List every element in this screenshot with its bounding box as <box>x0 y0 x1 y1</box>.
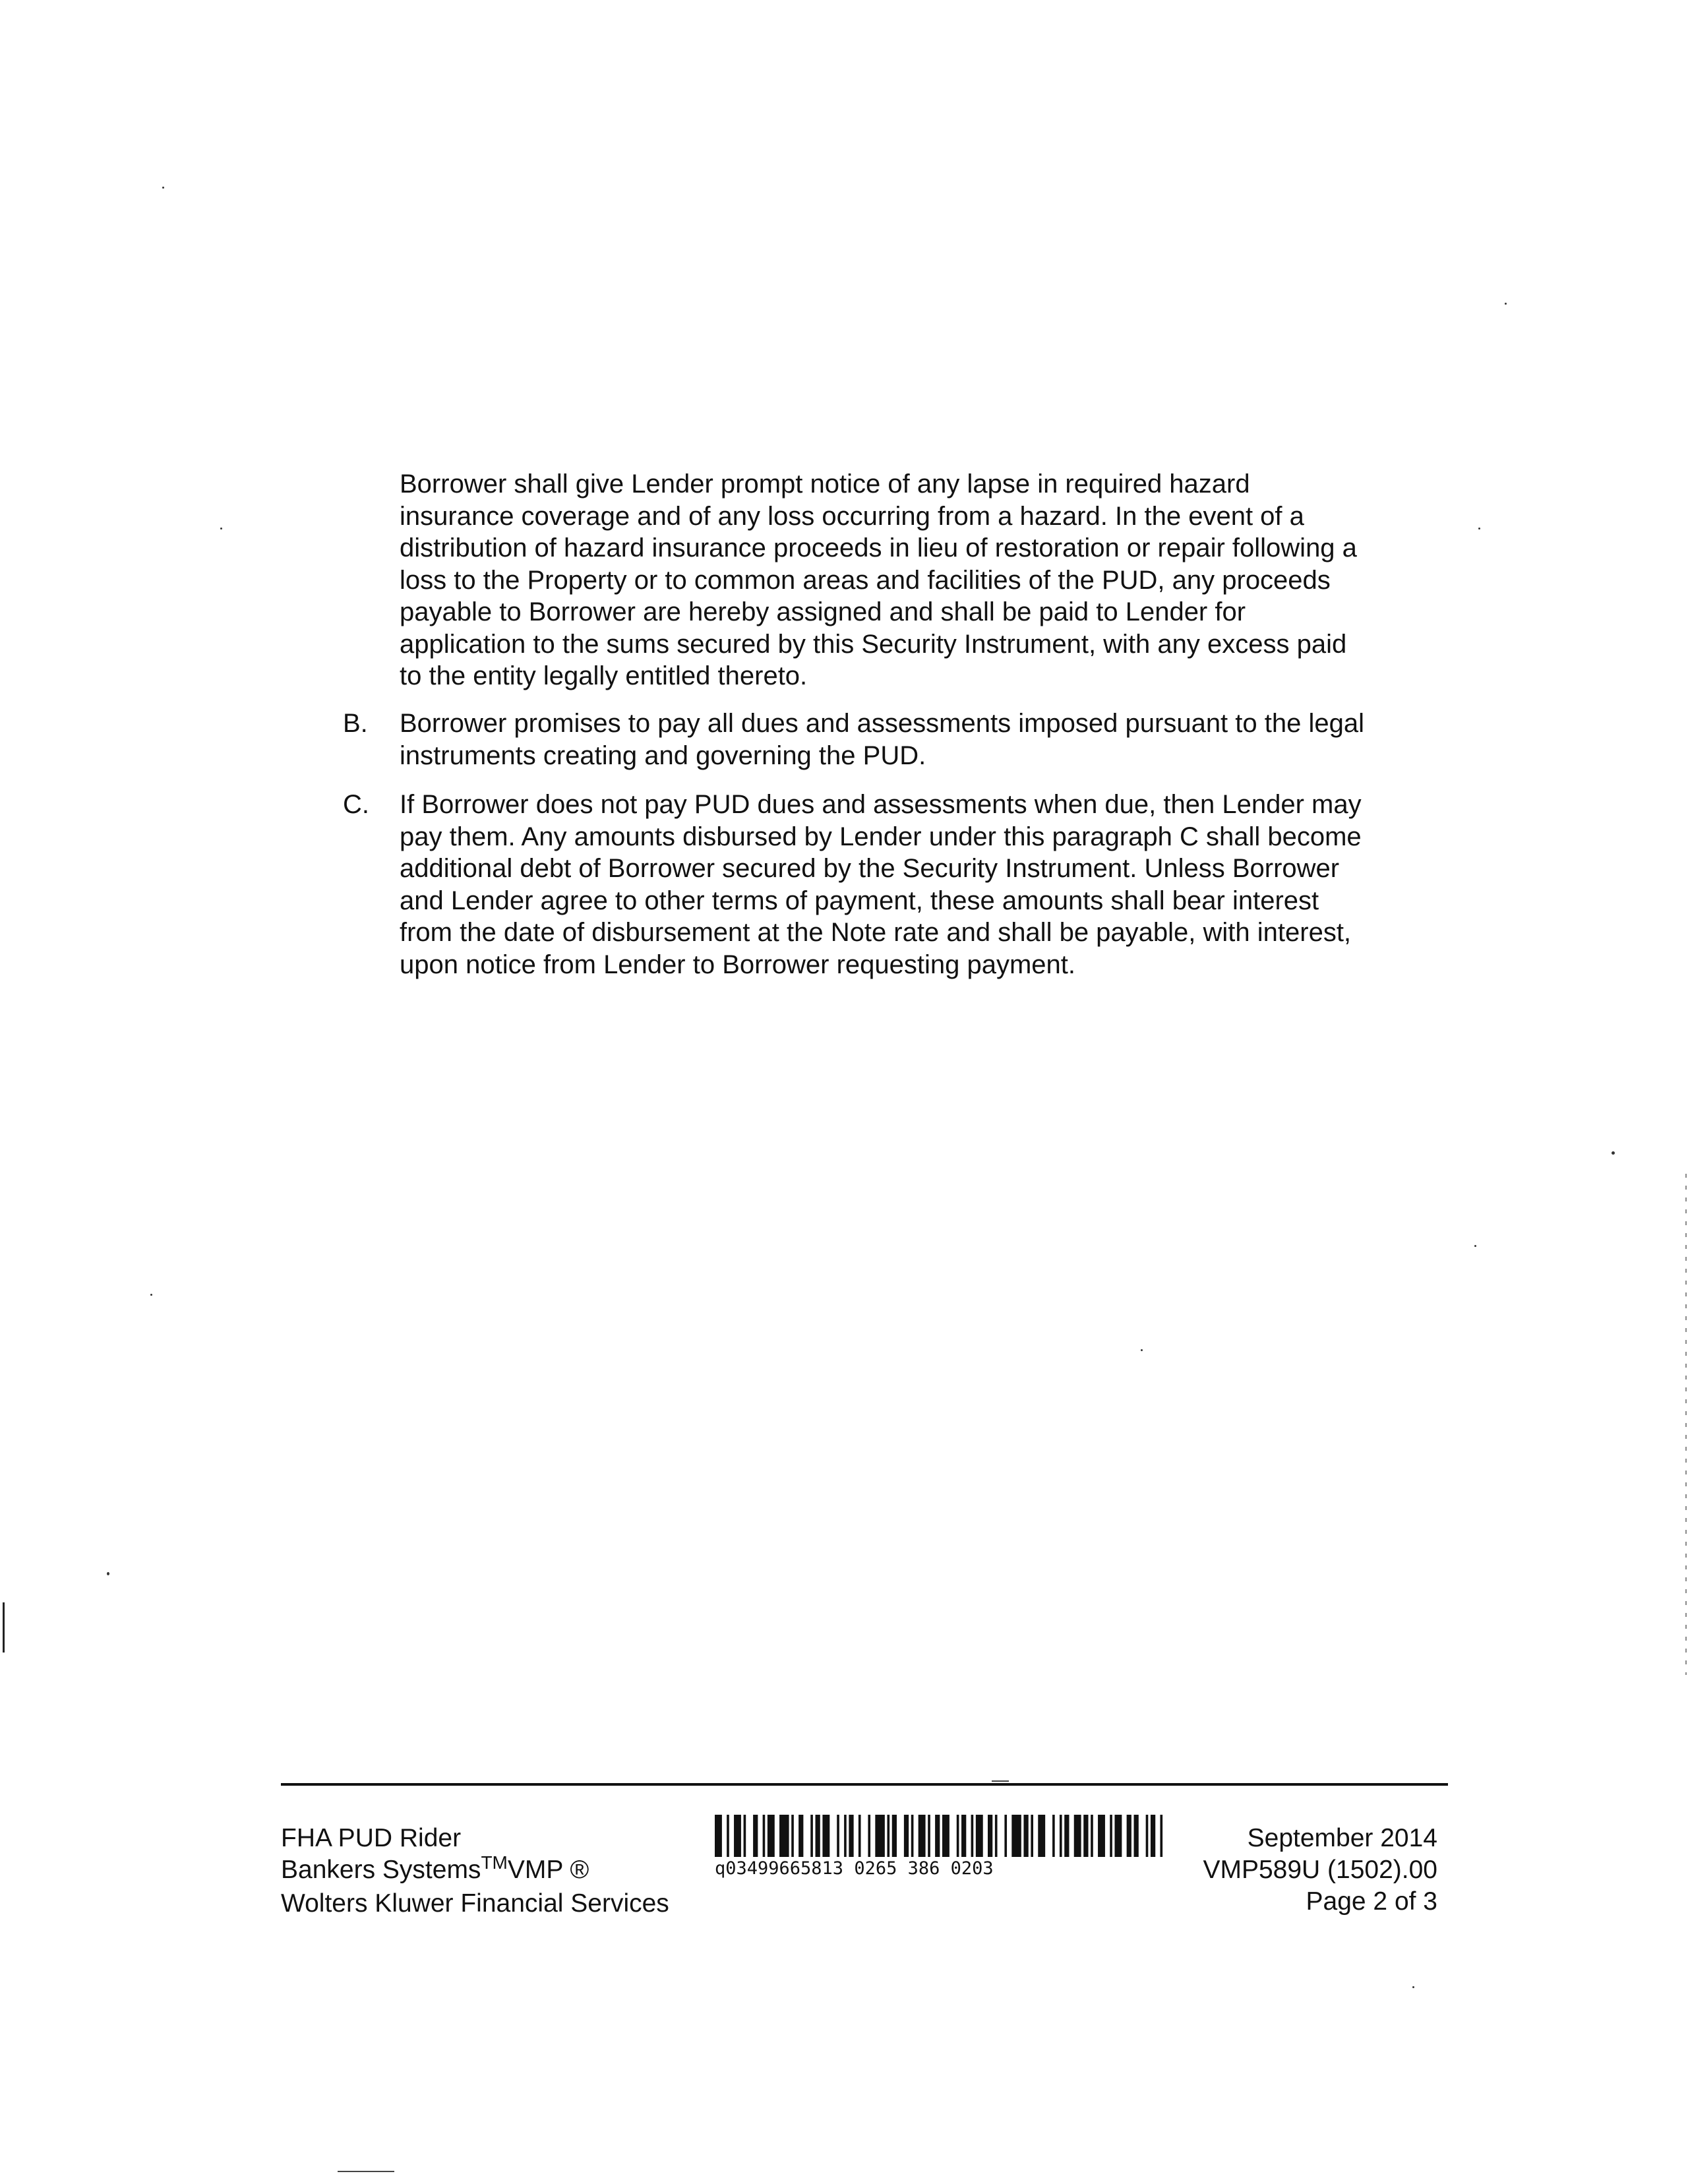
barcode-bar <box>957 1815 959 1857</box>
scan-edge-mark <box>338 2171 394 2172</box>
barcode-bar <box>1031 1815 1033 1857</box>
list-item-text: Borrower promises to pay all dues and assessments imposed pursuant to the legal instruments creating and governing the PUD. <box>400 709 1364 770</box>
barcode-bar <box>1091 1815 1093 1857</box>
form-code: VMP589U (1502).00 <box>1203 1856 1437 1884</box>
barcode-bar <box>976 1815 983 1857</box>
barcode-bar <box>1023 1815 1028 1857</box>
barcode-image <box>715 1815 1170 1857</box>
barcode-bar <box>1064 1815 1069 1857</box>
scan-speck <box>1141 1349 1143 1351</box>
barcode-bar <box>928 1815 930 1857</box>
footer-left-block <box>281 1823 669 1920</box>
barcode-bar <box>744 1815 746 1857</box>
barcode-bar <box>1114 1815 1122 1857</box>
barcode-bar <box>1004 1815 1007 1857</box>
barcode-bar <box>791 1815 794 1857</box>
scan-speck <box>107 1572 109 1575</box>
scan-speck <box>1474 1245 1476 1247</box>
barcode-bar <box>875 1815 885 1857</box>
barcode-bar <box>837 1815 839 1857</box>
barcode-bar <box>1110 1815 1112 1857</box>
scan-speck <box>1412 1986 1414 1988</box>
barcode-bar <box>904 1815 909 1857</box>
barcode-bar <box>1038 1815 1045 1857</box>
barcode-bar <box>715 1815 722 1857</box>
barcode-bar <box>844 1815 847 1857</box>
barcode-bar <box>961 1815 966 1857</box>
barcode-bar <box>935 1815 940 1857</box>
form-date: September 2014 <box>1247 1824 1437 1852</box>
scan-speck <box>1478 528 1480 530</box>
publisher-name: Wolters Kluwer Financial Services <box>281 1889 669 1918</box>
footer-right-block <box>1203 1823 1437 1918</box>
barcode-bar <box>911 1815 914 1857</box>
list-item-letter: C. <box>343 790 369 819</box>
barcode-bar <box>1146 1815 1149 1857</box>
barcode-bar <box>768 1815 775 1857</box>
footer-divider <box>281 1783 1448 1786</box>
scan-speck <box>162 187 164 189</box>
barcode-bar <box>816 1815 820 1857</box>
vendor-line <box>281 1854 669 1888</box>
barcode-bar <box>727 1815 729 1857</box>
list-item-text: If Borrower does not pay PUD dues and assessments when due, then Lender may pay them. Any amounts disbursed by Lender under this paragraph C shall become additional debt of Borrower secured by the Security Instrument. Unless Borrower and Lender agree to other terms of payment, these amounts shall bear interest from the date of disbursement at the Note rate and shall be payable, with interest, upon notice from Lender to Borrower requesting payment. <box>400 790 1362 979</box>
barcode-bar <box>995 1815 998 1857</box>
barcode-bar <box>799 1815 803 1857</box>
barcode-bar <box>1074 1815 1081 1857</box>
vendor-name: Bankers Systems <box>281 1856 481 1884</box>
barcode-bar <box>1151 1815 1155 1857</box>
barcode-bar <box>779 1815 789 1857</box>
barcode-bar <box>942 1815 950 1857</box>
vendor-product: VMP ® <box>507 1856 589 1884</box>
barcode-bar <box>810 1815 813 1857</box>
barcode-bar <box>988 1815 992 1857</box>
barcode-bar <box>1052 1815 1055 1857</box>
scan-edge-mark <box>1685 1174 1687 1675</box>
barcode-bar <box>1134 1815 1139 1857</box>
scan-speck <box>1505 303 1507 305</box>
barcode-bar <box>734 1815 741 1857</box>
barcode-bar <box>1127 1815 1131 1857</box>
intro-paragraph: Borrower shall give Lender prompt notice of any lapse in required hazard insurance coverage and of any loss occurring from a hazard. In the event of a distribution of hazard insurance proceeds in lieu of restoration or repair following a loss to the Property or to common areas and facilities of the PUD, any proceeds payable to Borrower are hereby assigned and shall be paid to Lender for application to the sums secured by this Security Instrument, with any excess paid to the entity legally entitled thereto. <box>400 470 1357 690</box>
list-item-letter: B. <box>343 709 368 738</box>
scan-speck <box>220 528 222 530</box>
scan-edge-mark <box>992 1780 1009 1782</box>
barcode-bar <box>1160 1815 1162 1857</box>
barcode-bar <box>1098 1815 1105 1857</box>
barcode-bar <box>822 1815 829 1857</box>
barcode-bar <box>1060 1815 1062 1857</box>
scan-speck <box>1612 1151 1615 1155</box>
barcode-bar <box>892 1815 897 1857</box>
scan-speck <box>150 1294 152 1296</box>
barcode-bar <box>1011 1815 1021 1857</box>
scan-edge-mark <box>3 1602 5 1653</box>
barcode-bar <box>887 1815 889 1857</box>
barcode-bar <box>971 1815 974 1857</box>
barcode-bar <box>763 1815 766 1857</box>
barcode-bar <box>753 1815 758 1857</box>
barcode-bar <box>1083 1815 1088 1857</box>
barcode-number: q03499665813 0265 386 0203 <box>715 1858 994 1879</box>
form-name: FHA PUD Rider <box>281 1824 462 1852</box>
barcode-bar <box>868 1815 870 1857</box>
barcode-bar <box>859 1815 861 1857</box>
trademark-mark: TM <box>481 1852 508 1873</box>
barcode-bar <box>919 1815 926 1857</box>
barcode-bar <box>849 1815 853 1857</box>
page-number: Page 2 of 3 <box>1306 1887 1437 1916</box>
